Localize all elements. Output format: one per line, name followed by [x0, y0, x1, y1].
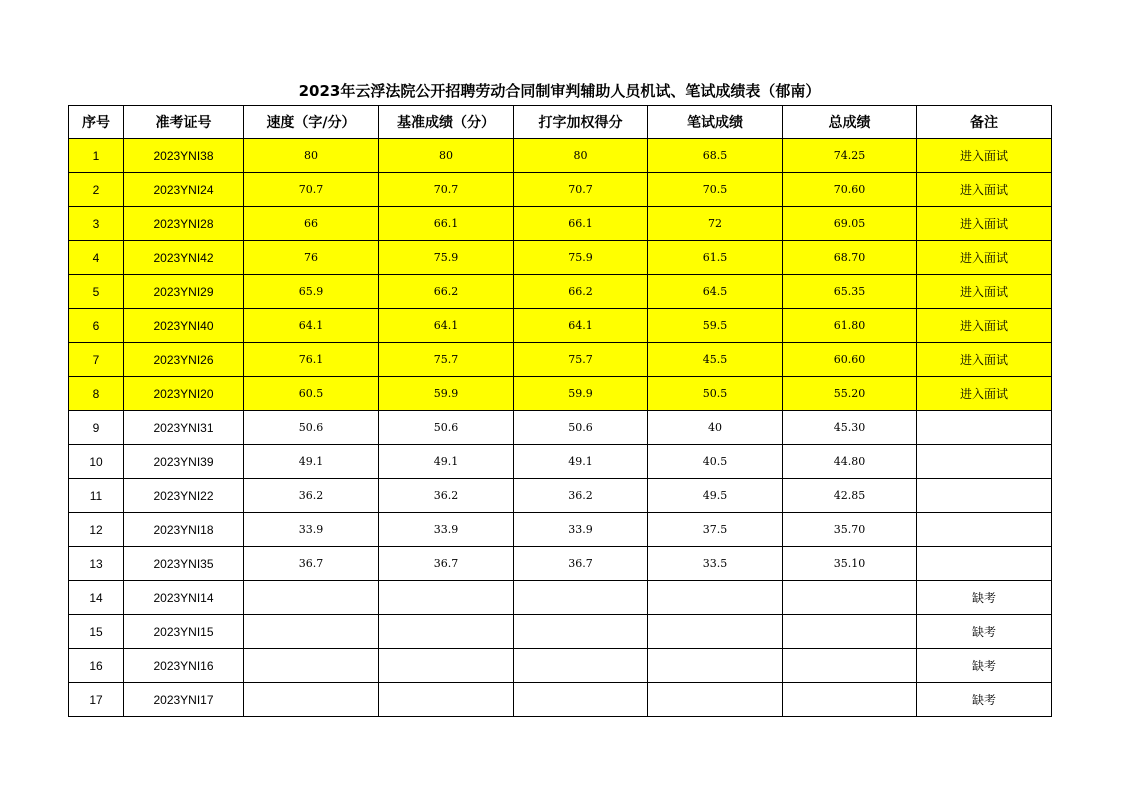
cell-weighted-score: [514, 581, 648, 615]
cell-seq: 16: [69, 649, 124, 683]
cell-total-score: 69.05: [783, 207, 917, 241]
cell-seq: 12: [69, 513, 124, 547]
cell-total-score: 35.70: [783, 513, 917, 547]
cell-seq: 2: [69, 173, 124, 207]
cell-seq: 17: [69, 683, 124, 717]
cell-exam-id: 2023YNI17: [124, 683, 244, 717]
column-header-speed: 速度（字/分）: [244, 106, 379, 139]
cell-total-score: 74.25: [783, 139, 917, 173]
cell-written-score: 33.5: [648, 547, 783, 581]
cell-written-score: [648, 581, 783, 615]
cell-total-score: 61.80: [783, 309, 917, 343]
cell-exam-id: 2023YNI15: [124, 615, 244, 649]
cell-weighted-score: [514, 649, 648, 683]
cell-total-score: 68.70: [783, 241, 917, 275]
cell-remarks: 进入面试: [917, 309, 1052, 343]
cell-written-score: 45.5: [648, 343, 783, 377]
cell-base-score: 59.9: [379, 377, 514, 411]
cell-remarks: 缺考: [917, 683, 1052, 717]
cell-weighted-score: 80: [514, 139, 648, 173]
column-header-exam-id: 准考证号: [124, 106, 244, 139]
cell-seq: 11: [69, 479, 124, 513]
cell-exam-id: 2023YNI39: [124, 445, 244, 479]
cell-speed: [244, 683, 379, 717]
cell-total-score: 45.30: [783, 411, 917, 445]
cell-speed: 36.7: [244, 547, 379, 581]
cell-exam-id: 2023YNI31: [124, 411, 244, 445]
cell-exam-id: 2023YNI18: [124, 513, 244, 547]
cell-written-score: 68.5: [648, 139, 783, 173]
cell-base-score: 36.2: [379, 479, 514, 513]
cell-exam-id: 2023YNI40: [124, 309, 244, 343]
cell-seq: 3: [69, 207, 124, 241]
table-row: [69, 377, 1052, 411]
cell-remarks: 进入面试: [917, 275, 1052, 309]
cell-speed: [244, 615, 379, 649]
cell-total-score: 60.60: [783, 343, 917, 377]
cell-seq: 4: [69, 241, 124, 275]
cell-exam-id: 2023YNI29: [124, 275, 244, 309]
cell-exam-id: 2023YNI26: [124, 343, 244, 377]
cell-seq: 13: [69, 547, 124, 581]
cell-total-score: [783, 683, 917, 717]
cell-remarks: 缺考: [917, 615, 1052, 649]
cell-seq: 5: [69, 275, 124, 309]
table-row: [69, 547, 1052, 581]
cell-exam-id: 2023YNI14: [124, 581, 244, 615]
cell-base-score: 66.1: [379, 207, 514, 241]
cell-base-score: [379, 581, 514, 615]
cell-base-score: 70.7: [379, 173, 514, 207]
cell-exam-id: 2023YNI38: [124, 139, 244, 173]
cell-base-score: 64.1: [379, 309, 514, 343]
cell-speed: 80: [244, 139, 379, 173]
cell-exam-id: 2023YNI28: [124, 207, 244, 241]
cell-written-score: [648, 683, 783, 717]
cell-base-score: [379, 683, 514, 717]
cell-base-score: 33.9: [379, 513, 514, 547]
cell-exam-id: 2023YNI35: [124, 547, 244, 581]
table-header-row: [69, 106, 1052, 139]
cell-seq: 15: [69, 615, 124, 649]
cell-total-score: 70.60: [783, 173, 917, 207]
column-header-total-score: 总成绩: [783, 106, 917, 139]
document-title: 2023年云浮法院公开招聘劳动合同制审判辅助人员机试、笔试成绩表（郁南）: [298, 82, 821, 100]
column-header-remarks: 备注: [917, 106, 1052, 139]
table-row: [69, 581, 1052, 615]
cell-speed: 65.9: [244, 275, 379, 309]
table-row: [69, 513, 1052, 547]
cell-written-score: 49.5: [648, 479, 783, 513]
cell-speed: 76.1: [244, 343, 379, 377]
cell-base-score: 50.6: [379, 411, 514, 445]
cell-weighted-score: 75.7: [514, 343, 648, 377]
cell-base-score: 66.2: [379, 275, 514, 309]
cell-weighted-score: 33.9: [514, 513, 648, 547]
cell-base-score: 75.7: [379, 343, 514, 377]
cell-speed: 49.1: [244, 445, 379, 479]
cell-base-score: 49.1: [379, 445, 514, 479]
column-header-seq: 序号: [69, 106, 124, 139]
table-row: [69, 479, 1052, 513]
table-row: [69, 343, 1052, 377]
column-header-written-score: 笔试成绩: [648, 106, 783, 139]
cell-base-score: 36.7: [379, 547, 514, 581]
cell-seq: 10: [69, 445, 124, 479]
cell-base-score: 80: [379, 139, 514, 173]
cell-speed: 76: [244, 241, 379, 275]
cell-total-score: [783, 649, 917, 683]
cell-weighted-score: 36.2: [514, 479, 648, 513]
table-row: [69, 615, 1052, 649]
cell-written-score: [648, 615, 783, 649]
cell-speed: 50.6: [244, 411, 379, 445]
cell-speed: [244, 649, 379, 683]
column-header-base-score: 基准成绩（分）: [379, 106, 514, 139]
cell-weighted-score: 49.1: [514, 445, 648, 479]
table-row: [69, 207, 1052, 241]
cell-written-score: 37.5: [648, 513, 783, 547]
cell-written-score: 40: [648, 411, 783, 445]
cell-base-score: [379, 649, 514, 683]
cell-written-score: 40.5: [648, 445, 783, 479]
cell-written-score: 50.5: [648, 377, 783, 411]
cell-remarks: [917, 479, 1052, 513]
table-row: [69, 241, 1052, 275]
table-row: [69, 445, 1052, 479]
cell-speed: 60.5: [244, 377, 379, 411]
cell-weighted-score: 50.6: [514, 411, 648, 445]
scores-table: [68, 105, 1052, 717]
cell-seq: 8: [69, 377, 124, 411]
cell-exam-id: 2023YNI22: [124, 479, 244, 513]
cell-seq: 6: [69, 309, 124, 343]
cell-remarks: [917, 513, 1052, 547]
cell-base-score: [379, 615, 514, 649]
cell-weighted-score: [514, 683, 648, 717]
cell-seq: 9: [69, 411, 124, 445]
cell-written-score: 61.5: [648, 241, 783, 275]
cell-remarks: 进入面试: [917, 343, 1052, 377]
cell-written-score: 59.5: [648, 309, 783, 343]
cell-total-score: 42.85: [783, 479, 917, 513]
cell-total-score: 35.10: [783, 547, 917, 581]
cell-speed: 64.1: [244, 309, 379, 343]
cell-remarks: 缺考: [917, 581, 1052, 615]
table-row: [69, 139, 1052, 173]
cell-speed: 33.9: [244, 513, 379, 547]
cell-speed: 36.2: [244, 479, 379, 513]
cell-weighted-score: 66.1: [514, 207, 648, 241]
table-row: [69, 683, 1052, 717]
cell-written-score: 70.5: [648, 173, 783, 207]
cell-total-score: 65.35: [783, 275, 917, 309]
cell-exam-id: 2023YNI42: [124, 241, 244, 275]
cell-weighted-score: 36.7: [514, 547, 648, 581]
cell-speed: 66: [244, 207, 379, 241]
cell-weighted-score: [514, 615, 648, 649]
cell-weighted-score: 64.1: [514, 309, 648, 343]
cell-total-score: 55.20: [783, 377, 917, 411]
cell-seq: 14: [69, 581, 124, 615]
cell-weighted-score: 75.9: [514, 241, 648, 275]
cell-remarks: 进入面试: [917, 173, 1052, 207]
cell-remarks: [917, 411, 1052, 445]
cell-written-score: 64.5: [648, 275, 783, 309]
cell-total-score: 44.80: [783, 445, 917, 479]
cell-speed: [244, 581, 379, 615]
cell-weighted-score: 59.9: [514, 377, 648, 411]
cell-remarks: 进入面试: [917, 207, 1052, 241]
table-body: [69, 139, 1052, 717]
cell-exam-id: 2023YNI24: [124, 173, 244, 207]
cell-remarks: [917, 547, 1052, 581]
cell-total-score: [783, 615, 917, 649]
cell-weighted-score: 66.2: [514, 275, 648, 309]
cell-written-score: [648, 649, 783, 683]
cell-speed: 70.7: [244, 173, 379, 207]
table-row: [69, 411, 1052, 445]
cell-remarks: 缺考: [917, 649, 1052, 683]
cell-remarks: 进入面试: [917, 377, 1052, 411]
cell-exam-id: 2023YNI16: [124, 649, 244, 683]
cell-weighted-score: 70.7: [514, 173, 648, 207]
cell-exam-id: 2023YNI20: [124, 377, 244, 411]
cell-written-score: 72: [648, 207, 783, 241]
table-row: [69, 275, 1052, 309]
table-row: [69, 649, 1052, 683]
cell-seq: 1: [69, 139, 124, 173]
column-header-weighted-score: 打字加权得分: [514, 106, 648, 139]
cell-remarks: 进入面试: [917, 241, 1052, 275]
cell-seq: 7: [69, 343, 124, 377]
cell-remarks: 进入面试: [917, 139, 1052, 173]
cell-remarks: [917, 445, 1052, 479]
table-row: [69, 309, 1052, 343]
cell-base-score: 75.9: [379, 241, 514, 275]
table-row: [69, 173, 1052, 207]
cell-total-score: [783, 581, 917, 615]
